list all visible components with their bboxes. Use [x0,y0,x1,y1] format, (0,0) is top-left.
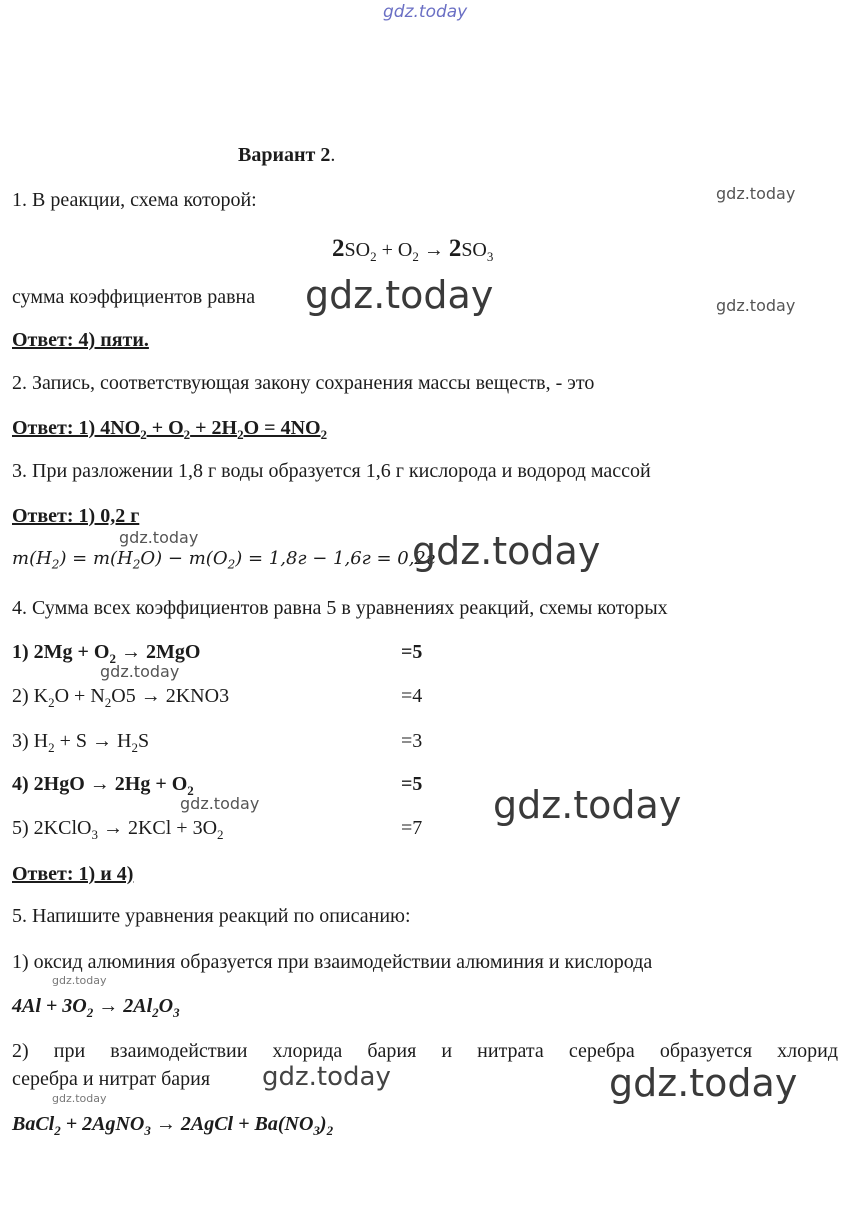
question-1: 1. В реакции, схема которой: [12,189,257,211]
watermark-small: gdz.today [180,794,260,813]
watermark-small: gdz.today [119,528,199,547]
watermark-large: gdz.today [609,1061,798,1105]
coefficient-sum: =5 [401,773,423,795]
answer-3: Ответ: 1) 0,2 г [12,505,140,527]
task-5-2: 2) при взаимодействии хлорида бария и нитрата серебра образуется хлорид [12,1040,838,1062]
reaction-row: 1) $2Mg + O_2 \to 2MgO$ [12,641,201,666]
reaction-row: 5) 2KClO$_3$ → $2KCl + 3O_2$ [12,817,224,842]
coefficient-sum: =5 [401,641,423,663]
watermark-large: gdz.today [493,783,682,827]
answer-4: Ответ: 1) и 4) [12,863,134,885]
answer-2: Ответ: 1) $4NO_2 + O_2 + 2H_2O = 4NO_2$ [12,417,328,442]
coefficient-sum: =7 [401,817,423,839]
reaction-scheme-1: $2SO_2 + O_2 \to 2SO_3$ [332,235,494,264]
coefficient-sum: =3 [401,730,423,752]
watermark-large: gdz.today [412,529,601,573]
answer-1: Ответ: 4) пяти. [12,329,149,351]
question-3: 3. При разложении 1,8 г воды образуется 1,6 г кислорода и водород массой [12,460,651,482]
task-5-2-continuation: серебра и нитрат бария [12,1068,211,1090]
equation-5-1: $4Al + 3O_2 \to 2Al_2O_3$ [12,995,180,1020]
watermark-small: gdz.today [100,662,180,681]
watermark-large: gdz.today [305,273,494,317]
page-title: Вариант 2. [238,144,336,166]
reaction-row: 3) $H_2 + S \to H_2S$ [12,730,150,755]
watermark-header: gdz.today [383,2,468,22]
reaction-row: 2) $K_2O + N_2O5 \to 2KNO3$ [12,685,230,710]
question-2: 2. Запись, соответствующая закону сохранения массы веществ, - это [12,372,595,394]
task-5-1: 1) оксид алюминия образуется при взаимодействии алюминия и кислорода [12,951,653,973]
watermark-tiny: gdz.today [52,974,107,987]
watermark-medium: gdz.today [262,1062,391,1092]
watermark-small: gdz.today [716,184,796,203]
equation-5-2: BaCl$_2$ + 2AgNO$_3$ → 2AgCl + $Ba(NO_3)_2$ [12,1113,334,1138]
mass-formula: $m(H_2) = m(H_2O) - m(O_2) = 1,8г - 1,6г = 0,2г$ [12,548,435,572]
question-4: 4. Сумма всех коэффициентов равна 5 в уравнениях реакций, схемы которых [12,597,668,619]
question-5: 5. Напишите уравнения реакций по описанию: [12,905,411,927]
reaction-row: 4) $2HgO \to 2Hg + O_2$ [12,773,194,798]
watermark-small: gdz.today [716,296,796,315]
watermark-tiny: gdz.today [52,1092,107,1105]
coefficient-sum: =4 [401,685,423,707]
question-1-continuation: сумма коэффициентов равна [12,286,256,308]
